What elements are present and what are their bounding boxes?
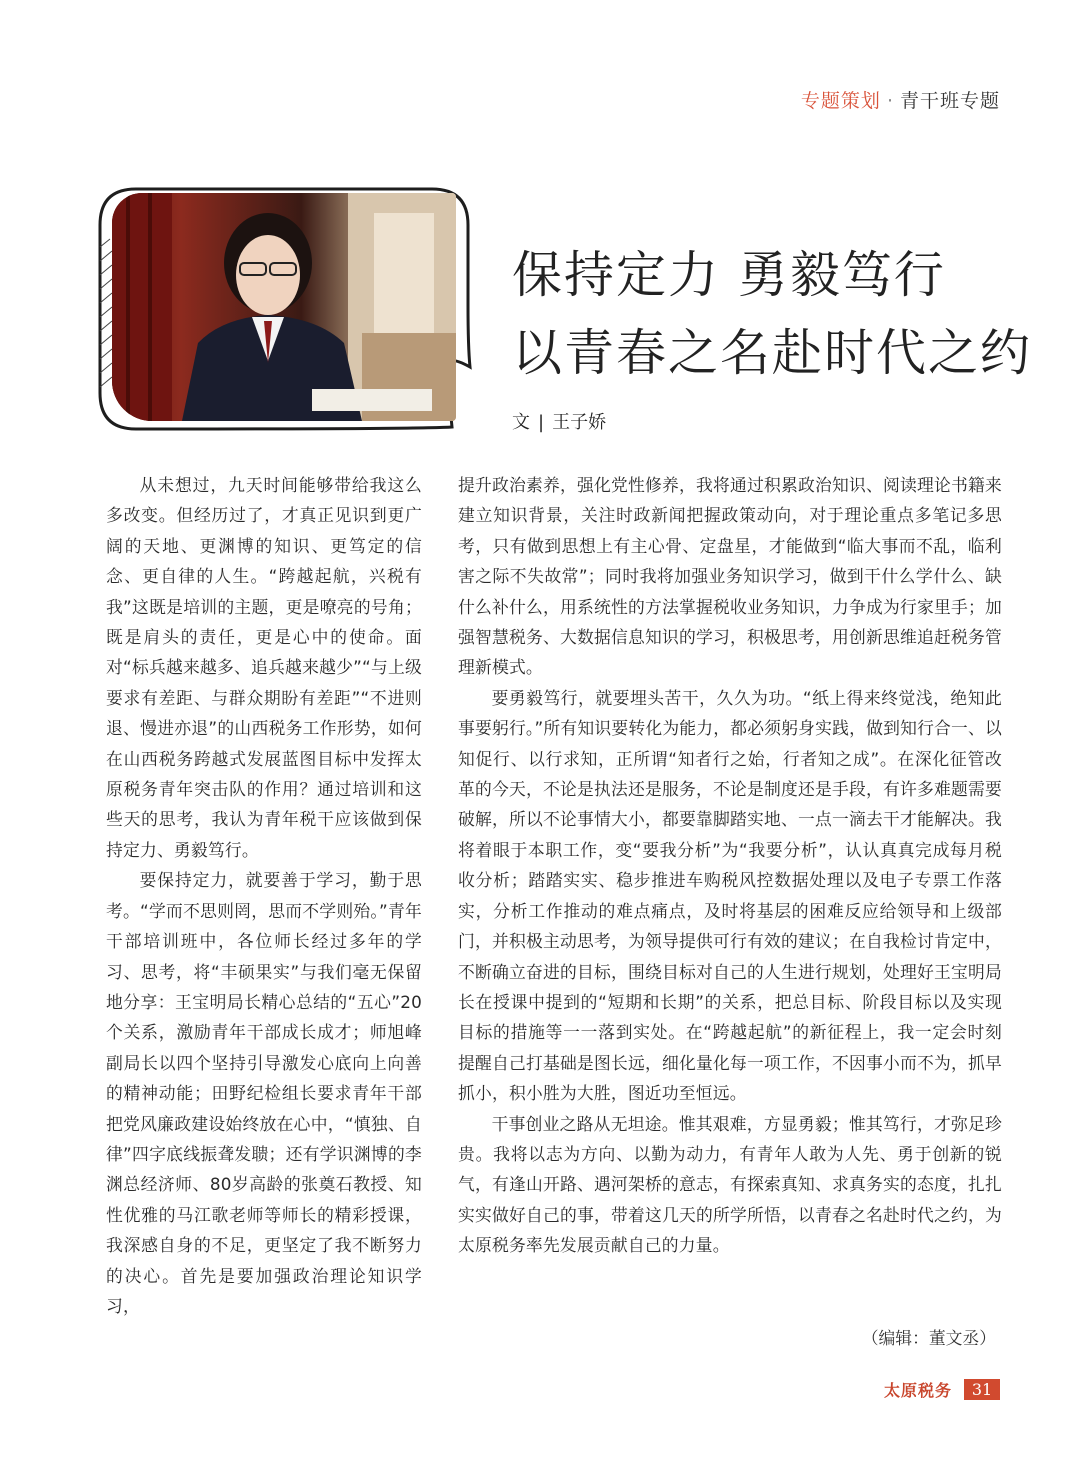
page-footer <box>884 1378 1000 1401</box>
byline <box>512 408 1012 434</box>
editor-note: （编辑：董文丞） <box>861 1328 996 1348</box>
paragraph: 从未想过，九天时间能够带给我这么多改变。但经历过了，才真正见识到更广阔的天地、更渊博的知识、更笃定的信念、更自律的人生。“跨越起航，兴税有我”这既是培训的主题，更是嘹亮的号角；既是肩头的责任，更是心中的使命。面对“标兵越来越多、追兵越来越少”“与上级要求有差距、与群众期盼有差距”“不进则退、慢进亦退”的山西税务工作形势，如何在山西税务跨越式发展蓝图目标中发挥太原税务青年突击队的作用？通过培训和这些天的思考，我认为青年税干应该做到保持定力、勇毅笃行。 <box>106 475 422 860</box>
header-separator: · <box>886 90 894 112</box>
section-header <box>801 86 1000 113</box>
subsection-label: 青干班专题 <box>899 90 1000 112</box>
author-name: 王子娇 <box>552 412 607 433</box>
portrait-illustration <box>112 193 456 421</box>
author-photo-frame <box>96 187 472 437</box>
author-photo <box>112 193 456 421</box>
paragraph: 要勇毅笃行，就要埋头苦干，久久为功。“纸上得来终觉浅，绝知此事要躬行。”所有知识要转化为能力，都必须躬身实践，做到知行合一、以知促行、以行求知，正所谓“知者行之始，行者知之成”。在深化征管改革的今天，不论是执法还是服务，不论是制度还是手段，有许多难题需要破解，所以不论事情大小，都要靠脚踏实地、一点一滴去干才能解决。我将着眼于本职工作，变“要我分析”为“我要分析”，认认真真完成每月税收分析；踏踏实实、稳步推进车购税风控数据处理以及电子专票工作落实，分析工作推动的难点痛点，及时将基层的困难反应给领导和上级部门，并积极主动思考，为领导提供可行有效的建议；在自我检讨肯定中，不断确立奋进的目标，围绕目标对自己的人生进行规划，处理好王宝明局长在授课中提到的“短期和长期”的关系，把总目标、阶段目标以及实现目标的措施等一一落到实处。在“跨越起航”的新征程上，我一定会时刻提醒自己打基础是图长远，细化量化每一项工作，不因事小而不为，抓早抓小，积小胜为大胜，图近功至恒远。 <box>458 687 1002 1104</box>
byline-prefix: 文 <box>512 412 530 433</box>
article-title-block <box>512 236 1032 434</box>
byline-separator: | <box>538 412 545 433</box>
paragraph: 干事创业之路从无坦途。惟其艰难，方显勇毅；惟其笃行，才弥足珍贵。我将以志为方向、以勤为动力，有青年人敢为人先、勇于创新的锐气，有逢山开路、遇河架桥的意志，有探索真知、求真务实的态度，扎扎实实做好自己的事，带着这几天的所学所悟，以青春之名赴时代之约，为太原税务率先发展贡献自己的力量。 <box>458 1113 1002 1256</box>
section-label: 专题策划 <box>800 90 881 112</box>
article-title-line-1: 保持定力 勇毅笃行 <box>512 246 946 304</box>
paragraph-continuation: 提升政治素养，强化党性修养，我将通过积累政治知识、阅读理论书籍来建立知识背景，关注时政新闻把握政策动向，对于理论重点多笔记多思考，只有做到思想上有主心骨、定盘星，才能做到“临大事而不乱，临利害之际不失故常”；同时我将加强业务知识学习，做到干什么学什么、缺什么补什么，用系统性的方法掌握税收业务知识，力争成为行家里手；加强智慧税务、大数据信息知识的学习，积极思考，用创新思维追赶税务管理新模式。 <box>458 475 1002 678</box>
page-number: 31 <box>964 1379 1000 1400</box>
article-title-line-2: 以青春之名赴时代之约 <box>512 324 1032 382</box>
left-column <box>106 470 422 1321</box>
right-column <box>458 470 1002 1261</box>
magazine-name: 太原税务 <box>883 1381 952 1400</box>
paragraph: 要保持定力，就要善于学习，勤于思考。“学而不思则罔，思而不学则殆。”青年干部培训班中，各位师长经过多年的学习、思考，将“丰硕果实”与我们毫无保留地分享：王宝明局长精心总结的“五心”20个关系，激励青年干部成长成才；师旭峰副局长以四个坚持引导激发心底向上向善的精神动能；田野纪检组长要求青年干部把党风廉政建设始终放在心中，“慎独、自律”四字底线振聋发聩；还有学识渊博的李渊总经济师、80岁高龄的张奠石教授、知性优雅的马江歌老师等师长的精彩授课，我深感自身的不足，更坚定了我不断努力的决心。首先是要加强政治理论知识学习， <box>106 870 422 1316</box>
